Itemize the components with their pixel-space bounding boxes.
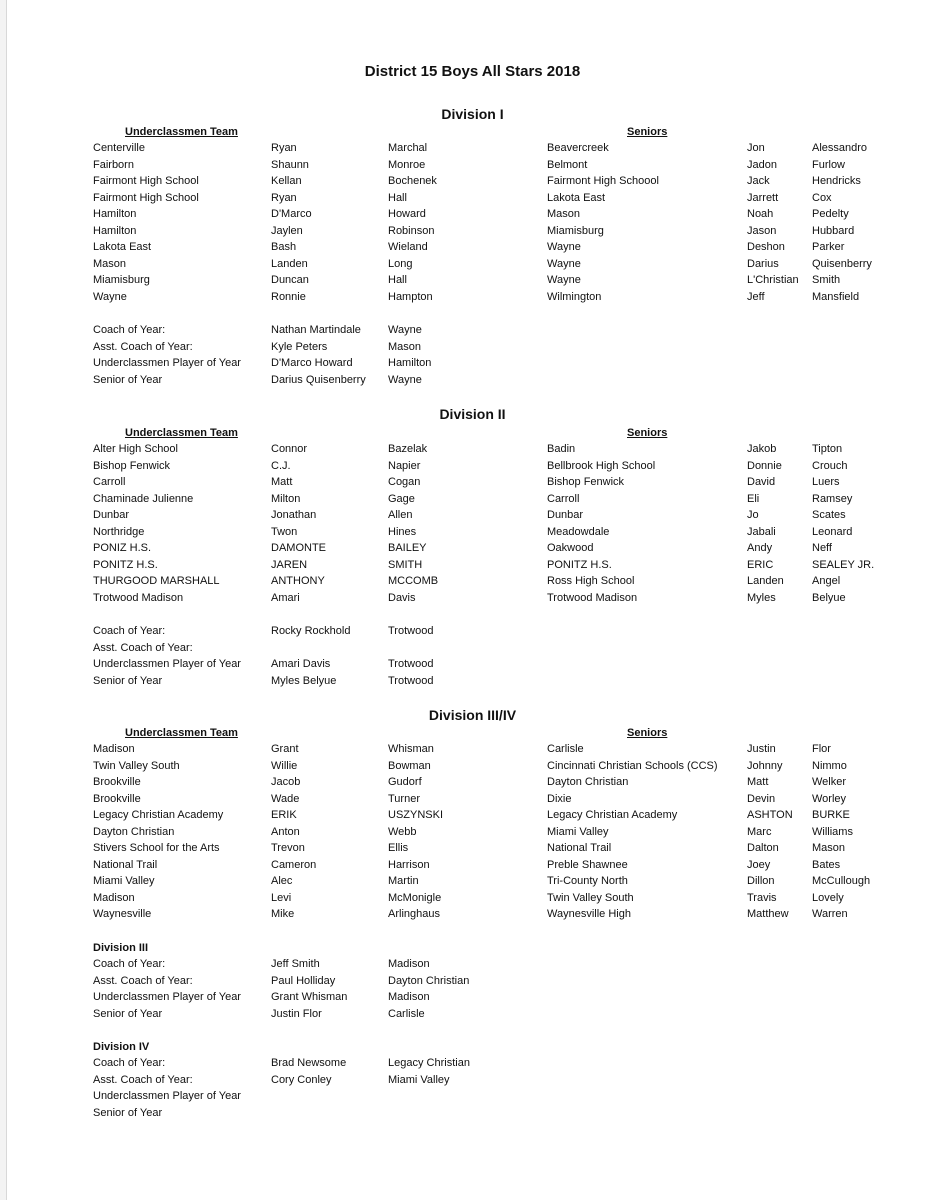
award-school: Trotwood <box>388 625 434 637</box>
school-cell: Alter High School <box>93 443 178 455</box>
first-name-cell: Jason <box>747 224 777 237</box>
last-name-cell: Smith <box>812 274 841 287</box>
last-name-cell: Tipton <box>812 443 843 455</box>
school-cell: Fairmont High Schoool <box>547 175 659 188</box>
school-cell: PONIZ H.S. <box>93 542 152 555</box>
last-name-cell: Long <box>388 257 413 270</box>
school-cell: Ross High School <box>547 575 635 588</box>
award-recipient: Jeff Smith <box>271 958 320 970</box>
seniors-header: Seniors <box>627 126 668 138</box>
first-name-cell: Levi <box>271 891 292 904</box>
last-name-cell: Bazelak <box>388 443 428 455</box>
school-cell: Centerville <box>93 142 145 154</box>
last-name-cell: Angel <box>812 575 841 588</box>
last-name-cell: Bowman <box>388 759 431 772</box>
last-name-cell: Worley <box>812 792 847 805</box>
first-name-cell: Ryan <box>271 142 297 154</box>
first-name-cell: Amari <box>271 591 300 604</box>
award-recipient: Grant Whisman <box>271 991 348 1004</box>
last-name-cell: BAILEY <box>388 542 427 555</box>
award-recipient: Amari Davis <box>271 658 331 671</box>
school-cell: PONITZ H.S. <box>93 558 158 571</box>
first-name-cell: Jarrett <box>747 191 779 204</box>
award-recipient: Kyle Peters <box>271 340 328 353</box>
last-name-cell: Mansfield <box>812 290 860 303</box>
first-name-cell: L'Christian <box>747 274 799 287</box>
last-name-cell: Gudorf <box>388 776 422 789</box>
last-name-cell: Whisman <box>388 743 434 755</box>
first-name-cell: Deshon <box>747 241 785 254</box>
first-name-cell: Jabali <box>747 525 776 538</box>
last-name-cell: Bochenek <box>388 175 437 188</box>
school-cell: Belmont <box>547 158 588 171</box>
award-recipient: Paul Holliday <box>271 974 336 987</box>
first-name-cell: Duncan <box>271 274 309 287</box>
last-name-cell: Ramsey <box>812 492 853 505</box>
school-cell: Wayne <box>547 274 581 287</box>
last-name-cell: Martin <box>388 875 419 888</box>
seniors-header: Seniors <box>627 727 668 739</box>
last-name-cell: Gage <box>388 492 415 505</box>
first-name-cell: Twon <box>271 525 298 538</box>
last-name-cell: Scates <box>812 509 846 522</box>
last-name-cell: Turner <box>388 792 420 805</box>
division-title: Division II <box>439 406 506 422</box>
school-cell: Trotwood Madison <box>93 591 184 604</box>
division-title: Division I <box>441 106 504 122</box>
school-cell: Northridge <box>93 525 145 538</box>
first-name-cell: Noah <box>747 208 774 221</box>
award-school: Miami Valley <box>388 1073 450 1086</box>
first-name-cell: Matthew <box>747 908 789 921</box>
last-name-cell: Alessandro <box>812 142 868 154</box>
award-recipient: Myles Belyue <box>271 674 337 687</box>
last-name-cell: Napier <box>388 459 421 472</box>
last-name-cell: Leonard <box>812 525 853 538</box>
school-cell: Wayne <box>547 257 581 270</box>
school-cell: Mason <box>93 257 127 270</box>
award-recipient: Brad Newsome <box>271 1057 347 1069</box>
last-name-cell: Monroe <box>388 158 426 171</box>
first-name-cell: Jeff <box>747 290 765 303</box>
first-name-cell: Andy <box>747 542 773 555</box>
school-cell: Miamisburg <box>547 224 604 237</box>
school-cell: Twin Valley South <box>93 759 180 772</box>
first-name-cell: ERIK <box>271 809 297 822</box>
last-name-cell: McCullough <box>812 875 871 888</box>
underclassmen-header: Underclassmen Team <box>125 727 238 739</box>
first-name-cell: Matt <box>271 476 293 489</box>
school-cell: Brookville <box>93 792 141 805</box>
school-cell: Lakota East <box>93 241 152 254</box>
award-school: Trotwood <box>388 674 434 687</box>
school-cell: Lakota East <box>547 191 606 204</box>
school-cell: Miami Valley <box>93 875 155 888</box>
division-title: Division III/IV <box>428 707 517 723</box>
first-name-cell: Darius <box>747 257 779 270</box>
school-cell: Fairmont High School <box>93 175 199 188</box>
award-label: Underclassmen Player of Year <box>93 991 241 1004</box>
first-name-cell: Bash <box>271 241 297 254</box>
school-cell: Fairborn <box>93 158 134 171</box>
award-school: Mason <box>388 340 422 353</box>
first-name-cell: Travis <box>747 891 777 904</box>
first-name-cell: Donnie <box>747 459 782 472</box>
school-cell: Carlisle <box>547 743 584 755</box>
first-name-cell: Alec <box>271 875 293 888</box>
first-name-cell: Matt <box>747 776 769 789</box>
last-name-cell: Crouch <box>812 459 848 472</box>
first-name-cell: Kellan <box>271 175 302 188</box>
underclassmen-header: Underclassmen Team <box>125 126 238 138</box>
school-cell: Dayton Christian <box>547 776 629 789</box>
last-name-cell: SMITH <box>388 558 423 571</box>
last-name-cell: Hubbard <box>812 224 855 237</box>
award-label: Coach of Year: <box>93 324 166 336</box>
award-school: Dayton Christian <box>388 974 470 987</box>
first-name-cell: Dillon <box>747 875 775 888</box>
award-recipient: Cory Conley <box>271 1073 332 1086</box>
first-name-cell: Trevon <box>271 842 305 855</box>
last-name-cell: Allen <box>388 509 413 522</box>
school-cell: Trotwood Madison <box>547 591 638 604</box>
seniors-header: Seniors <box>627 427 668 439</box>
school-cell: Wayne <box>93 290 127 303</box>
school-cell: Beavercreek <box>547 142 609 154</box>
document-page <box>6 0 937 1200</box>
school-cell: Madison <box>93 891 135 904</box>
award-label: Asst. Coach of Year: <box>93 974 193 987</box>
award-school: Wayne <box>388 324 422 336</box>
school-cell: National Trail <box>547 842 612 855</box>
first-name-cell: Mike <box>271 908 295 921</box>
award-label: Senior of Year <box>93 373 163 386</box>
last-name-cell: Bates <box>812 858 841 871</box>
last-name-cell: Welker <box>812 776 847 789</box>
last-name-cell: Harrison <box>388 858 430 871</box>
first-name-cell: Willie <box>271 759 298 772</box>
first-name-cell: Jadon <box>747 158 777 171</box>
school-cell: Dixie <box>547 792 572 805</box>
school-cell: Fairmont High School <box>93 191 199 204</box>
award-label: Coach of Year: <box>93 1057 166 1069</box>
last-name-cell: USZYNSKI <box>388 809 444 822</box>
last-name-cell: Flor <box>812 743 831 755</box>
first-name-cell: Myles <box>747 591 776 604</box>
first-name-cell: Johnny <box>747 759 783 772</box>
last-name-cell: McMonigle <box>388 891 442 904</box>
award-label: Coach of Year: <box>93 958 166 970</box>
school-cell: Brookville <box>93 776 141 789</box>
first-name-cell: Wade <box>271 792 300 805</box>
first-name-cell: Jo <box>747 509 759 522</box>
award-recipient: Nathan Martindale <box>271 324 361 336</box>
sub-division-title: Division IV <box>93 1041 150 1053</box>
school-cell: Bishop Fenwick <box>93 459 171 472</box>
last-name-cell: Mason <box>812 842 846 855</box>
last-name-cell: Wieland <box>388 241 428 254</box>
last-name-cell: Marchal <box>388 142 428 154</box>
last-name-cell: Hines <box>388 525 417 538</box>
award-school: Madison <box>388 991 430 1004</box>
last-name-cell: Webb <box>388 825 417 838</box>
last-name-cell: Howard <box>388 208 426 221</box>
first-name-cell: Jon <box>747 142 765 154</box>
first-name-cell: Marc <box>747 825 772 838</box>
school-cell: National Trail <box>93 858 158 871</box>
last-name-cell: Hendricks <box>812 175 861 188</box>
last-name-cell: Belyue <box>812 591 846 604</box>
school-cell: Chaminade Julienne <box>93 492 194 505</box>
last-name-cell: Cogan <box>388 476 421 489</box>
first-name-cell: Jacob <box>271 776 301 789</box>
award-recipient: Justin Flor <box>271 1007 322 1020</box>
first-name-cell: Grant <box>271 743 299 755</box>
first-name-cell: Ryan <box>271 191 297 204</box>
last-name-cell: Luers <box>812 476 840 489</box>
school-cell: Badin <box>547 443 576 455</box>
first-name-cell: Landen <box>271 257 308 270</box>
school-cell: Preble Shawnee <box>547 858 628 871</box>
document-title: District 15 Boys All Stars 2018 <box>364 63 581 80</box>
first-name-cell: JAREN <box>271 558 308 571</box>
underclassmen-header: Underclassmen Team <box>125 427 238 439</box>
last-name-cell: Davis <box>388 591 416 604</box>
first-name-cell: Ronnie <box>271 290 306 303</box>
last-name-cell: Hall <box>388 274 407 287</box>
award-label: Senior of Year <box>93 1007 163 1020</box>
last-name-cell: Ellis <box>388 842 409 855</box>
school-cell: Wilmington <box>547 290 602 303</box>
school-cell: PONITZ H.S. <box>547 558 612 571</box>
school-cell: Madison <box>93 743 135 755</box>
award-school: Legacy Christian <box>388 1057 470 1069</box>
school-cell: Bishop Fenwick <box>547 476 625 489</box>
award-label: Underclassmen Player of Year <box>93 357 241 370</box>
last-name-cell: SEALEY JR. <box>812 558 875 571</box>
school-cell: Stivers School for the Arts <box>93 842 220 855</box>
school-cell: Dunbar <box>93 509 130 522</box>
school-cell: Carroll <box>93 476 126 489</box>
first-name-cell: Jaylen <box>271 224 303 237</box>
last-name-cell: MCCOMB <box>388 575 439 588</box>
first-name-cell: Landen <box>747 575 784 588</box>
award-label: Senior of Year <box>93 1106 163 1119</box>
award-school: Madison <box>388 958 430 970</box>
first-name-cell: David <box>747 476 776 489</box>
award-recipient: D'Marco Howard <box>271 357 353 370</box>
school-cell: Waynesville <box>93 908 152 921</box>
school-cell: Tri-County North <box>547 875 628 888</box>
last-name-cell: Hampton <box>388 290 433 303</box>
last-name-cell: Nimmo <box>812 759 847 772</box>
first-name-cell: Joey <box>747 858 771 871</box>
first-name-cell: Shaunn <box>271 158 309 171</box>
first-name-cell: Justin <box>747 743 776 755</box>
school-cell: Legacy Christian Academy <box>547 809 678 822</box>
last-name-cell: Warren <box>812 908 848 921</box>
award-school: Carlisle <box>388 1007 425 1020</box>
sub-division-title: Division III <box>93 942 149 954</box>
school-cell: Cincinnati Christian Schools (CCS) <box>547 759 718 772</box>
first-name-cell: Milton <box>271 492 301 505</box>
last-name-cell: Quisenberry <box>812 257 872 270</box>
school-cell: Legacy Christian Academy <box>93 809 224 822</box>
first-name-cell: Cameron <box>271 858 317 871</box>
first-name-cell: Eli <box>747 492 760 505</box>
last-name-cell: Hall <box>388 191 407 204</box>
school-cell: Twin Valley South <box>547 891 634 904</box>
first-name-cell: Jakob <box>747 443 777 455</box>
school-cell: Waynesville High <box>547 908 631 921</box>
award-label: Underclassmen Player of Year <box>93 1090 241 1103</box>
award-label: Asst. Coach of Year: <box>93 641 193 654</box>
last-name-cell: Cox <box>812 191 832 204</box>
school-cell: Mason <box>547 208 581 221</box>
last-name-cell: Pedelty <box>812 208 849 221</box>
award-label: Senior of Year <box>93 674 163 687</box>
first-name-cell: ASHTON <box>747 809 793 822</box>
first-name-cell: ERIC <box>747 558 774 571</box>
first-name-cell: Anton <box>271 825 300 838</box>
first-name-cell: D'Marco <box>271 208 312 221</box>
school-cell: Hamilton <box>93 224 137 237</box>
last-name-cell: BURKE <box>812 809 850 822</box>
first-name-cell: Jonathan <box>271 509 317 522</box>
last-name-cell: Lovely <box>812 891 844 904</box>
first-name-cell: DAMONTE <box>271 542 326 555</box>
last-name-cell: Williams <box>812 825 853 838</box>
school-cell: Dayton Christian <box>93 825 175 838</box>
school-cell: Dunbar <box>547 509 584 522</box>
last-name-cell: Parker <box>812 241 845 254</box>
school-cell: Oakwood <box>547 542 594 555</box>
last-name-cell: Arlinghaus <box>388 908 440 921</box>
school-cell: Bellbrook High School <box>547 459 656 472</box>
first-name-cell: Dalton <box>747 842 779 855</box>
school-cell: THURGOOD MARSHALL <box>93 575 220 588</box>
school-cell: Miami Valley <box>547 825 609 838</box>
award-recipient: Rocky Rockhold <box>271 625 351 637</box>
first-name-cell: Connor <box>271 443 308 455</box>
award-school: Trotwood <box>388 658 434 671</box>
school-cell: Hamilton <box>93 208 137 221</box>
first-name-cell: Devin <box>747 792 776 805</box>
last-name-cell: Furlow <box>812 158 846 171</box>
school-cell: Meadowdale <box>547 525 610 538</box>
award-recipient: Darius Quisenberry <box>271 373 366 386</box>
award-label: Asst. Coach of Year: <box>93 340 193 353</box>
school-cell: Carroll <box>547 492 580 505</box>
first-name-cell: C.J. <box>271 459 291 472</box>
last-name-cell: Robinson <box>388 224 435 237</box>
first-name-cell: ANTHONY <box>271 575 325 588</box>
award-label: Underclassmen Player of Year <box>93 658 241 671</box>
award-school: Hamilton <box>388 357 432 370</box>
award-school: Wayne <box>388 373 422 386</box>
first-name-cell: Jack <box>747 175 770 188</box>
school-cell: Wayne <box>547 241 581 254</box>
award-label: Coach of Year: <box>93 625 166 637</box>
school-cell: Miamisburg <box>93 274 150 287</box>
award-label: Asst. Coach of Year: <box>93 1073 193 1086</box>
last-name-cell: Neff <box>812 542 832 555</box>
